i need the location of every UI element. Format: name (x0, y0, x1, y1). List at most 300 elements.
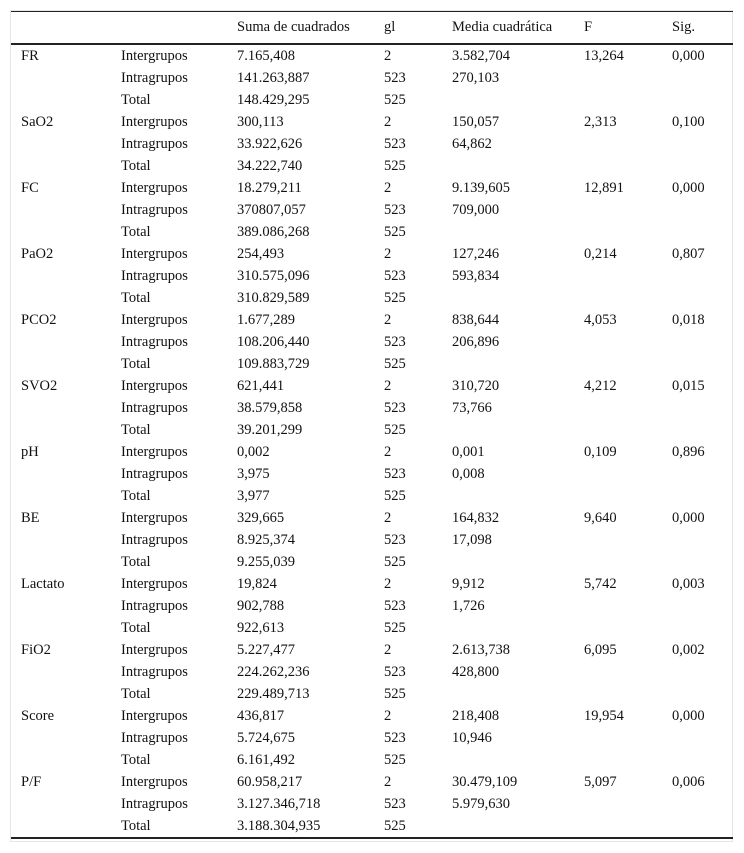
cell-sig (672, 727, 733, 749)
cell-mean-square: 150,057 (452, 113, 500, 130)
cell-f (584, 133, 672, 155)
cell-mean-square (452, 419, 584, 441)
cell-f (584, 815, 672, 838)
cell-sum-of-squares: 8.925,374 (237, 531, 295, 548)
cell-sig (672, 529, 733, 551)
table-row (11, 265, 733, 287)
cell-sig (672, 463, 733, 485)
cell-variable: PaO2 (21, 245, 54, 262)
cell-mean-square (452, 815, 584, 838)
cell-sum-of-squares: 0,002 (237, 443, 270, 460)
cell-variable: Score (21, 707, 55, 724)
cell-mean-square: 218,408 (452, 707, 500, 724)
cell-source: Intergrupos (121, 245, 188, 262)
table-row (11, 463, 733, 485)
cell-sum-of-squares: 370807,057 (237, 201, 306, 218)
header-variable (11, 12, 121, 44)
cell-mean-square: 206,896 (452, 333, 500, 350)
cell-sum-of-squares: 254,493 (237, 245, 285, 262)
cell-source: Total (121, 157, 151, 174)
cell-source: Intergrupos (121, 641, 188, 658)
cell-mean-square (452, 287, 584, 309)
cell-sig: 0,015 (672, 377, 705, 394)
table-row (11, 155, 733, 177)
cell-mean-square (452, 683, 584, 705)
table-row (11, 529, 733, 551)
cell-variable: FiO2 (21, 641, 51, 658)
cell-df: 525 (384, 421, 406, 438)
cell-variable (11, 67, 121, 89)
cell-df: 523 (384, 795, 406, 812)
cell-df: 2 (384, 509, 392, 526)
cell-sum-of-squares: 9.255,039 (237, 553, 295, 570)
cell-mean-square (452, 617, 584, 639)
cell-f (584, 353, 672, 375)
cell-sum-of-squares: 5.724,675 (237, 729, 295, 746)
cell-df: 525 (384, 157, 406, 174)
cell-df: 525 (384, 751, 406, 768)
cell-sum-of-squares: 3.127.346,718 (237, 795, 321, 812)
cell-variable: SVO2 (21, 377, 58, 394)
cell-sig: 0,100 (672, 113, 705, 130)
cell-sum-of-squares: 229.489,713 (237, 685, 310, 702)
cell-sig (672, 67, 733, 89)
cell-mean-square: 127,246 (452, 245, 500, 262)
table-row (11, 661, 733, 683)
cell-sum-of-squares: 3,975 (237, 465, 270, 482)
cell-variable (11, 815, 121, 838)
cell-df: 525 (384, 553, 406, 570)
cell-source: Intergrupos (121, 377, 188, 394)
cell-sum-of-squares: 6.161,492 (237, 751, 295, 768)
cell-sum-of-squares: 19,824 (237, 575, 277, 592)
cell-source: Intragrupos (121, 135, 188, 152)
cell-f (584, 89, 672, 111)
cell-df: 523 (384, 729, 406, 746)
cell-variable: PCO2 (21, 311, 57, 328)
cell-mean-square (452, 485, 584, 507)
cell-source: Total (121, 685, 151, 702)
cell-df: 525 (384, 619, 406, 636)
cell-mean-square: 73,766 (452, 399, 492, 416)
table-row (11, 353, 733, 375)
cell-f: 0,214 (584, 245, 617, 262)
cell-mean-square: 593,834 (452, 267, 500, 284)
cell-sig (672, 265, 733, 287)
header-f: F (584, 12, 672, 44)
cell-sig: 0,000 (672, 707, 705, 724)
cell-f (584, 155, 672, 177)
cell-df: 525 (384, 685, 406, 702)
table-row (11, 89, 733, 111)
cell-sig: 0,003 (672, 575, 705, 592)
cell-sum-of-squares: 38.579,858 (237, 399, 303, 416)
table-row (11, 485, 733, 507)
cell-f: 5,097 (584, 773, 617, 790)
cell-sum-of-squares: 224.262,236 (237, 663, 310, 680)
cell-f (584, 221, 672, 243)
cell-mean-square: 270,103 (452, 69, 500, 86)
cell-f (584, 617, 672, 639)
cell-sum-of-squares: 148.429,295 (237, 91, 310, 108)
cell-f (584, 265, 672, 287)
cell-mean-square: 310,720 (452, 377, 500, 394)
cell-sig (672, 485, 733, 507)
cell-f (584, 683, 672, 705)
cell-variable (11, 397, 121, 419)
cell-df: 525 (384, 289, 406, 306)
cell-sum-of-squares: 922,613 (237, 619, 285, 636)
cell-f (584, 727, 672, 749)
table-row (11, 199, 733, 221)
cell-source: Intragrupos (121, 69, 188, 86)
cell-sig: 0,000 (672, 179, 705, 196)
header-sig: Sig. (672, 12, 733, 44)
cell-df: 2 (384, 377, 392, 394)
table-row (11, 639, 733, 661)
cell-sig (672, 397, 733, 419)
cell-sum-of-squares: 3.188.304,935 (237, 815, 384, 838)
cell-df: 523 (384, 531, 406, 548)
cell-variable (11, 89, 121, 111)
cell-source: Intragrupos (121, 333, 188, 350)
table-row (11, 243, 733, 265)
cell-variable (11, 485, 121, 507)
table-row (11, 507, 733, 529)
cell-sig (672, 287, 733, 309)
cell-sig (672, 661, 733, 683)
cell-f: 5,742 (584, 575, 617, 592)
cell-source: Total (121, 421, 151, 438)
cell-source: Intergrupos (121, 443, 188, 460)
cell-variable (11, 265, 121, 287)
cell-sum-of-squares: 33.922,626 (237, 135, 303, 152)
cell-sig: 0,896 (672, 443, 705, 460)
anova-table (11, 11, 733, 839)
cell-source: Intergrupos (121, 707, 188, 724)
cell-sig (672, 199, 733, 221)
cell-sum-of-squares: 141.263,887 (237, 69, 310, 86)
cell-f (584, 419, 672, 441)
cell-variable: P/F (21, 773, 42, 790)
cell-f: 13,264 (584, 47, 624, 64)
cell-mean-square: 709,000 (452, 201, 500, 218)
cell-sum-of-squares: 300,113 (237, 113, 284, 130)
cell-source: Total (121, 289, 151, 306)
cell-source: Total (121, 553, 151, 570)
table-row (11, 133, 733, 155)
cell-df: 525 (384, 91, 406, 108)
cell-df: 523 (384, 399, 406, 416)
cell-f (584, 749, 672, 771)
cell-sig (672, 815, 733, 838)
table-row (11, 67, 733, 89)
table-row (11, 221, 733, 243)
cell-sum-of-squares: 329,665 (237, 509, 285, 526)
table-row (11, 375, 733, 397)
cell-sig (672, 749, 733, 771)
table-row (11, 749, 733, 771)
table-row (11, 815, 733, 838)
cell-variable (11, 221, 121, 243)
cell-df: 523 (384, 333, 406, 350)
cell-df: 2 (384, 311, 392, 328)
table-header (11, 12, 733, 44)
cell-variable (11, 793, 121, 815)
table-row (11, 573, 733, 595)
cell-mean-square: 30.479,109 (452, 773, 518, 790)
cell-mean-square: 17,098 (452, 531, 492, 548)
cell-f: 9,640 (584, 509, 617, 526)
cell-variable: pH (21, 443, 39, 460)
cell-source: Intragrupos (121, 795, 188, 812)
cell-f (584, 67, 672, 89)
cell-sum-of-squares: 621,441 (237, 377, 285, 394)
cell-sig: 0,006 (672, 773, 705, 790)
cell-mean-square: 164,832 (452, 509, 500, 526)
cell-variable (11, 199, 121, 221)
cell-df: 525 (384, 487, 406, 504)
cell-mean-square (452, 221, 584, 243)
cell-f (584, 793, 672, 815)
cell-mean-square: 0,008 (452, 465, 485, 482)
cell-mean-square: 9.139,605 (452, 179, 510, 196)
cell-df: 525 (384, 355, 406, 372)
cell-source: Intergrupos (121, 509, 188, 526)
cell-variable (11, 155, 121, 177)
table-row (11, 551, 733, 573)
header-df: gl (384, 12, 452, 44)
cell-mean-square: 9,912 (452, 575, 485, 592)
cell-variable (11, 529, 121, 551)
cell-source: Intergrupos (121, 575, 188, 592)
cell-df: 2 (384, 443, 392, 460)
cell-f: 4,053 (584, 311, 617, 328)
cell-variable (11, 133, 121, 155)
cell-sum-of-squares: 310.575,096 (237, 267, 310, 284)
cell-source: Total (121, 751, 151, 768)
cell-sum-of-squares: 3,977 (237, 487, 270, 504)
cell-mean-square: 3.582,704 (452, 47, 510, 64)
cell-df: 523 (384, 465, 406, 482)
cell-variable (11, 683, 121, 705)
cell-sig: 0,000 (672, 509, 705, 526)
cell-source: Intergrupos (121, 311, 188, 328)
cell-mean-square (452, 155, 584, 177)
cell-df: 525 (384, 815, 452, 838)
cell-df: 2 (384, 245, 392, 262)
cell-sig (672, 551, 733, 573)
cell-mean-square: 428,800 (452, 663, 500, 680)
cell-source: Total (121, 815, 237, 838)
cell-source: Intragrupos (121, 597, 188, 614)
cell-variable (11, 749, 121, 771)
cell-variable: Lactato (21, 575, 65, 592)
table-row (11, 331, 733, 353)
cell-sig (672, 89, 733, 111)
cell-sig: 0,000 (672, 47, 705, 64)
cell-variable (11, 727, 121, 749)
cell-f (584, 331, 672, 353)
table-row (11, 595, 733, 617)
cell-sum-of-squares: 7.165,408 (237, 47, 295, 64)
cell-mean-square: 10,946 (452, 729, 492, 746)
cell-variable (11, 331, 121, 353)
cell-variable (11, 595, 121, 617)
cell-f: 2,313 (584, 113, 617, 130)
cell-variable (11, 287, 121, 309)
cell-df: 2 (384, 179, 392, 196)
cell-df: 523 (384, 69, 406, 86)
cell-variable: FC (21, 179, 39, 196)
cell-mean-square: 838,644 (452, 311, 500, 328)
cell-df: 523 (384, 201, 406, 218)
cell-df: 2 (384, 575, 392, 592)
cell-variable (11, 617, 121, 639)
cell-sig (672, 793, 733, 815)
cell-mean-square: 5.979,630 (452, 795, 510, 812)
cell-sig: 0,807 (672, 245, 705, 262)
cell-variable (11, 419, 121, 441)
cell-source: Total (121, 223, 151, 240)
cell-sig (672, 617, 733, 639)
cell-source: Intragrupos (121, 663, 188, 680)
cell-sum-of-squares: 436,817 (237, 707, 285, 724)
cell-sum-of-squares: 39.201,299 (237, 421, 303, 438)
table-row (11, 441, 733, 463)
cell-f (584, 551, 672, 573)
cell-source: Intragrupos (121, 399, 188, 416)
table-row (11, 617, 733, 639)
cell-sum-of-squares: 34.222,740 (237, 157, 303, 174)
cell-f (584, 463, 672, 485)
cell-source: Intragrupos (121, 201, 188, 218)
cell-source: Total (121, 487, 151, 504)
cell-df: 2 (384, 707, 392, 724)
header-sum-of-squares: Suma de cuadrados (237, 12, 384, 44)
cell-sum-of-squares: 60.958,217 (237, 773, 303, 790)
cell-source: Intergrupos (121, 113, 188, 130)
cell-sig (672, 221, 733, 243)
table-row (11, 44, 733, 67)
cell-sig (672, 353, 733, 375)
cell-df: 523 (384, 135, 406, 152)
cell-df: 525 (384, 223, 406, 240)
cell-f (584, 397, 672, 419)
table-row (11, 287, 733, 309)
cell-source: Total (121, 355, 151, 372)
cell-variable (11, 353, 121, 375)
header-row (11, 12, 733, 44)
cell-source: Intragrupos (121, 267, 188, 284)
cell-df: 523 (384, 663, 406, 680)
table-row (11, 111, 733, 133)
cell-f: 4,212 (584, 377, 617, 394)
anova-table-frame (10, 10, 733, 842)
cell-mean-square (452, 89, 584, 111)
cell-mean-square: 0,001 (452, 443, 485, 460)
table-row (11, 309, 733, 331)
table-row (11, 771, 733, 793)
table-row (11, 397, 733, 419)
cell-sig (672, 331, 733, 353)
cell-mean-square: 64,862 (452, 135, 492, 152)
cell-mean-square (452, 551, 584, 573)
cell-mean-square: 1,726 (452, 597, 485, 614)
header-source (121, 12, 237, 44)
cell-f: 6,095 (584, 641, 617, 658)
cell-source: Intragrupos (121, 531, 188, 548)
cell-variable: BE (21, 509, 40, 526)
cell-df: 2 (384, 113, 392, 130)
cell-mean-square (452, 353, 584, 375)
cell-source: Total (121, 91, 151, 108)
cell-mean-square: 2.613,738 (452, 641, 510, 658)
cell-sig: 0,002 (672, 641, 705, 658)
cell-variable (11, 463, 121, 485)
cell-source: Intragrupos (121, 729, 188, 746)
cell-source: Intergrupos (121, 179, 188, 196)
cell-sum-of-squares: 18.279,211 (237, 179, 302, 196)
cell-variable: FR (21, 47, 39, 64)
cell-variable (11, 661, 121, 683)
cell-df: 2 (384, 773, 392, 790)
header-mean-square: Media cuadrática (452, 12, 584, 44)
cell-sig (672, 595, 733, 617)
cell-f (584, 199, 672, 221)
cell-sum-of-squares: 310.829,589 (237, 289, 310, 306)
cell-df: 523 (384, 267, 406, 284)
table-row (11, 727, 733, 749)
table-row (11, 793, 733, 815)
cell-sum-of-squares: 1.677,289 (237, 311, 295, 328)
cell-source: Intragrupos (121, 465, 188, 482)
cell-f (584, 595, 672, 617)
cell-f: 19,954 (584, 707, 624, 724)
cell-sig (672, 133, 733, 155)
table-row (11, 705, 733, 727)
cell-variable: SaO2 (21, 113, 54, 130)
table-row (11, 683, 733, 705)
table-row (11, 177, 733, 199)
cell-f (584, 485, 672, 507)
cell-f: 0,109 (584, 443, 617, 460)
cell-source: Total (121, 619, 151, 636)
cell-sig (672, 419, 733, 441)
cell-mean-square (452, 749, 584, 771)
cell-sig (672, 683, 733, 705)
cell-f (584, 287, 672, 309)
cell-df: 2 (384, 47, 392, 64)
cell-source: Intergrupos (121, 47, 188, 64)
cell-sum-of-squares: 108.206,440 (237, 333, 310, 350)
cell-df: 523 (384, 597, 406, 614)
table-body (11, 44, 733, 838)
cell-sig (672, 155, 733, 177)
cell-f: 12,891 (584, 179, 624, 196)
cell-sum-of-squares: 109.883,729 (237, 355, 310, 372)
cell-sum-of-squares: 389.086,268 (237, 223, 310, 240)
table-row (11, 419, 733, 441)
cell-f (584, 529, 672, 551)
cell-sum-of-squares: 5.227,477 (237, 641, 295, 658)
cell-source: Intergrupos (121, 773, 188, 790)
cell-sig: 0,018 (672, 311, 705, 328)
cell-f (584, 661, 672, 683)
cell-variable (11, 551, 121, 573)
cell-sum-of-squares: 902,788 (237, 597, 285, 614)
cell-df: 2 (384, 641, 392, 658)
